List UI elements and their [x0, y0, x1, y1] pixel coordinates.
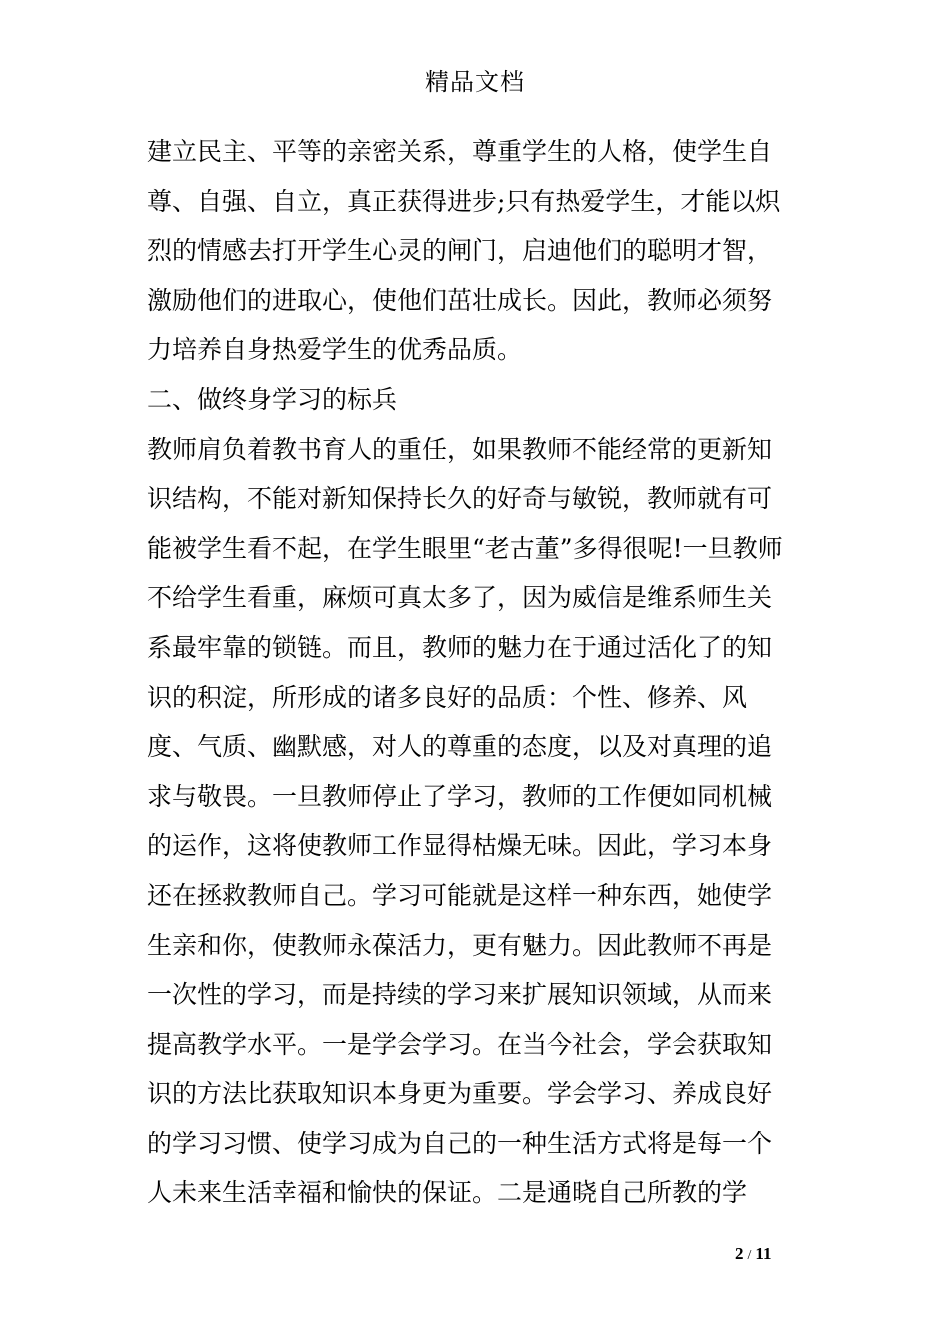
text-line: 生亲和你，使教师永葆活力，更有魅力。因此教师不再是: [147, 930, 773, 960]
text-line: 力培养自身热爱学生的优秀品质。: [147, 335, 523, 365]
text-line: 激励他们的进取心，使他们茁壮成长。因此，教师必须努: [147, 285, 773, 315]
text-line: 教师肩负着教书育人的重任，如果教师不能经常的更新知: [147, 434, 773, 464]
current-page-number: 2: [735, 1244, 744, 1263]
text-line: 的学习习惯、使学习成为自己的一种生活方式将是每一个: [147, 1128, 773, 1158]
text-line: 一次性的学习，而是持续的学习来扩展知识领域，从而来: [147, 980, 773, 1010]
text-line: 识结构，不能对新知保持长久的好奇与敏锐，教师就有可: [147, 484, 773, 514]
document-body: [147, 127, 807, 1218]
text-line: 建立民主、平等的亲密关系，尊重学生的人格，使学生自: [147, 137, 773, 166]
total-page-count: 11: [755, 1244, 772, 1263]
text-line: 度、气质、幽默感，对人的尊重的态度，以及对真理的追: [147, 732, 773, 762]
text-line: 的运作，这将使教师工作显得枯燥无味。因此，学习本身: [147, 831, 773, 861]
text-line: 烈的情感去打开学生心灵的闸门，启迪他们的聪明才智，: [147, 236, 773, 266]
text-line: 还在拯救教师自己。学习可能就是这样一种东西，她使学: [147, 880, 773, 910]
page-separator: /: [747, 1248, 752, 1263]
text-line: 提高教学水平。一是学会学习。在当今社会，学会获取知: [147, 1029, 773, 1059]
text-line: 识的方法比获取知识本身更为重要。学会学习、养成良好: [147, 1079, 773, 1109]
section-heading: 二、做终身学习的标兵: [147, 384, 398, 414]
text-line: 能被学生看不起，在学生眼里“老古董”多得很呢!一旦教师: [147, 533, 783, 563]
text-line: 系最牢靠的锁链。而且，教师的魅力在于通过活化了的知: [147, 632, 773, 662]
text-line: 尊、自强、自立，真正获得进步;只有热爱学生，才能以炽: [147, 186, 781, 216]
text-line: 识的积淀，所形成的诸多良好的品质：个性、修养、风: [147, 682, 748, 712]
page-header-title: 精品文档: [425, 68, 525, 96]
text-line: 不给学生看重，麻烦可真太多了，因为威信是维系师生关: [147, 583, 773, 613]
text-line: 求与敬畏。一旦教师停止了学习，教师的工作便如同机械: [147, 781, 773, 811]
page-number: [735, 1242, 771, 1268]
text-line: 人未来生活幸福和愉快的保证。二是通晓自己所教的学: [147, 1178, 748, 1208]
